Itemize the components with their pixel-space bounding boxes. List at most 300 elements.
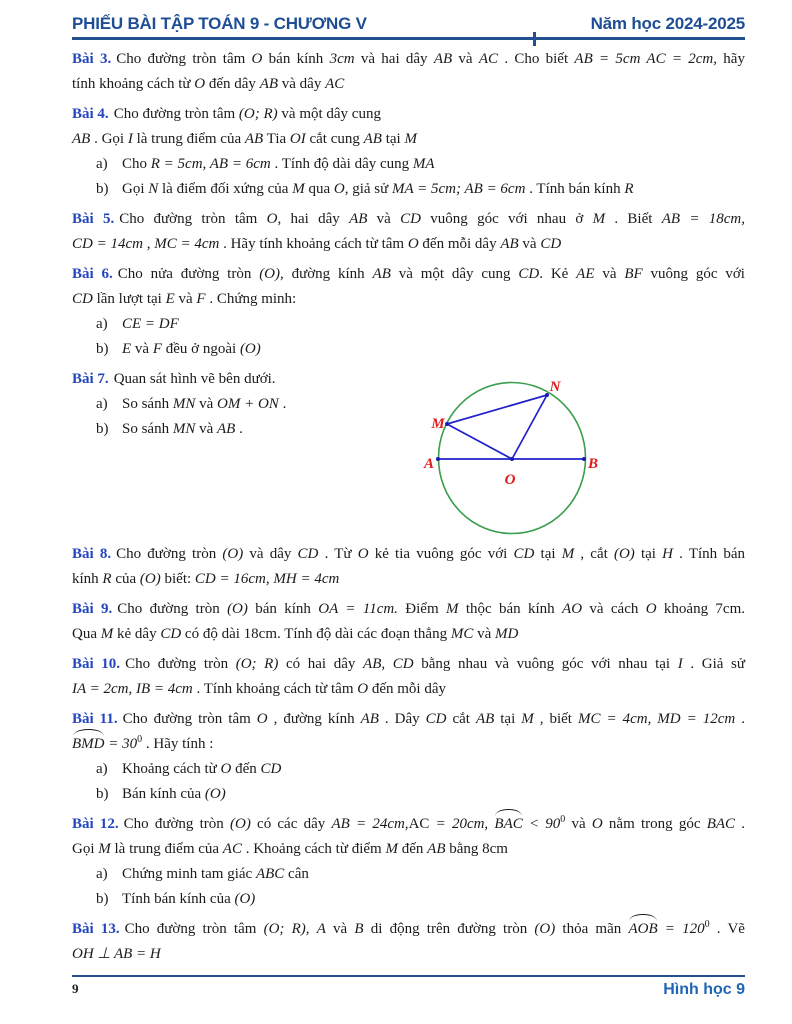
text-run: và — [473, 626, 495, 642]
problem-number-label: Bài 5. — [72, 211, 115, 227]
text-run: . Kẻ — [539, 266, 577, 282]
item-letter: b) — [96, 181, 109, 197]
text-run: Cho nửa đường tròn — [117, 266, 260, 282]
segment-MO — [447, 424, 512, 459]
math-run: OM + ON — [217, 396, 279, 412]
text-run: Cho đường tròn — [116, 546, 223, 562]
text-run: . Dây — [378, 711, 426, 727]
math-run: AB — [363, 131, 382, 147]
math-run: CD — [518, 266, 540, 282]
math-run: I — [127, 131, 133, 147]
math-run: AB, CD — [363, 656, 414, 672]
text-run: So sánh — [122, 396, 173, 412]
header-title: PHIẾU BÀI TẬP TOÁN 9 - CHƯƠNG V — [72, 14, 367, 33]
item-letter: a) — [96, 156, 108, 172]
text-run: Cho đường tròn tâm — [116, 51, 252, 67]
text-run: , đường kính — [267, 711, 361, 727]
text-run: 0 — [704, 919, 710, 930]
math-run: R — [624, 181, 634, 197]
text-run: và — [325, 921, 355, 937]
problem-line — [72, 207, 745, 232]
text-run: , cắt — [574, 546, 614, 562]
math-run: CD — [72, 291, 93, 307]
text-run: thỏa mãn — [555, 921, 629, 937]
text-run: là trung điểm của — [110, 841, 223, 857]
text-run: Điểm — [397, 601, 446, 617]
text-run: Quan sát hình vẽ bên dưới. — [113, 371, 276, 387]
text-run: Tính bán kính của — [122, 891, 235, 907]
page-header — [72, 14, 745, 40]
text-run: vuông góc với nhau ở — [420, 211, 593, 227]
label-B: B — [587, 456, 599, 472]
math-run: AB — [475, 711, 495, 727]
math-run: CD — [297, 546, 319, 562]
text-run: Gọi — [72, 841, 99, 857]
point-A — [436, 457, 440, 461]
problem-number-label: Bài 4. — [72, 106, 109, 122]
math-run: E — [165, 291, 175, 307]
point-N — [545, 393, 549, 397]
angle-hat-run: BAC — [494, 812, 522, 837]
text-run: tại — [381, 131, 405, 147]
text-run: cắt cung — [305, 131, 364, 147]
text-run: Khoảng cách từ — [122, 761, 221, 777]
text-run: có hai dây — [278, 656, 364, 672]
math-run: AB — [372, 266, 391, 282]
problem-line — [72, 942, 745, 967]
problem — [72, 47, 745, 97]
label-M: M — [431, 416, 445, 432]
problem-line — [72, 652, 745, 677]
text-run: vuông góc với — [642, 266, 745, 282]
text-run: và hai dây — [354, 51, 434, 67]
text-run: . Tính bán — [672, 546, 745, 562]
text-run: . Khoảng cách từ điểm — [241, 841, 386, 857]
math-run: AB — [72, 131, 91, 147]
math-run: MN — [172, 421, 196, 437]
math-run: (O) — [204, 786, 226, 802]
problem-line — [72, 622, 745, 647]
text-run: Cho đường tròn — [117, 601, 228, 617]
math-run: CE = DF — [122, 316, 179, 332]
problem-line — [72, 567, 745, 592]
problem-line — [72, 392, 745, 417]
point-O — [510, 457, 514, 461]
math-run: OA = 11cm. — [318, 601, 398, 617]
math-run: (O) — [230, 816, 251, 832]
math-run: (O) — [222, 546, 244, 562]
math-run: O — [256, 711, 268, 727]
figure-space — [72, 442, 745, 537]
problem-line — [72, 47, 745, 72]
text-run: và — [367, 211, 401, 227]
math-run: MC = 4cm, MD = 12cm — [577, 711, 736, 727]
problem-line — [72, 707, 745, 732]
text-run: và — [518, 236, 541, 252]
math-run: MA = 5cm; AB = 6cm — [392, 181, 526, 197]
math-run: AB — [500, 236, 519, 252]
point-B — [582, 457, 586, 461]
text-run: . — [235, 421, 243, 437]
text-run: kẻ tia vuông góc với — [368, 546, 514, 562]
text-run: nằm trong góc — [602, 816, 707, 832]
math-run: CD — [260, 761, 282, 777]
text-run: và dây — [243, 546, 298, 562]
text-run: tại — [494, 711, 522, 727]
text-run: . Gọi — [90, 131, 128, 147]
math-run: M — [521, 711, 534, 727]
label-A: A — [423, 456, 435, 472]
text-run: , đường kính — [280, 266, 373, 282]
math-run: (O) — [227, 601, 248, 617]
problem-line — [72, 177, 745, 202]
text-run: là điểm đối xứng của — [158, 181, 293, 197]
math-run: MC — [450, 626, 474, 642]
text-run: . Vẽ — [709, 921, 745, 937]
math-run: AB — [217, 421, 236, 437]
problem-number-label: Bài 3. — [72, 51, 112, 67]
problem-line — [72, 837, 745, 862]
problem-number-label: Bài 8. — [72, 546, 112, 562]
math-run: AB — [433, 51, 453, 67]
math-run: ABC — [255, 866, 285, 882]
page-footer — [72, 975, 745, 999]
text-run: khoảng 7cm. — [656, 601, 745, 617]
text-run: , — [305, 921, 317, 937]
math-run: (O) — [534, 921, 556, 937]
text-run: hãy — [717, 51, 745, 67]
math-run: O — [266, 211, 278, 227]
math-run: AB — [349, 211, 368, 227]
math-run: E — [122, 341, 132, 357]
problem — [72, 207, 745, 257]
text-run: và dây — [278, 76, 326, 92]
math-run: CD — [400, 211, 421, 227]
text-run: tính khoảng cách từ — [72, 76, 195, 92]
math-run: (O; R) — [238, 106, 278, 122]
math-run: CD — [160, 626, 182, 642]
math-run: 3cm — [329, 51, 355, 67]
problem-number-label: Bài 9. — [72, 601, 113, 617]
item-letter: a) — [96, 761, 108, 777]
text-run: và một dây cung — [277, 106, 381, 122]
problem-line — [72, 677, 745, 702]
math-run: N — [148, 181, 159, 197]
problem-line — [72, 542, 745, 567]
text-run: và — [594, 266, 625, 282]
math-run: AC — [222, 841, 242, 857]
math-run: IA = 2cm, IB = 4cm — [72, 681, 193, 697]
math-run: O — [407, 236, 419, 252]
problem — [72, 707, 745, 807]
label-O: O — [504, 472, 516, 488]
text-run: , biết — [533, 711, 578, 727]
text-run: Tia — [263, 131, 290, 147]
text-run: kính — [72, 571, 103, 587]
text-run: tại — [634, 546, 663, 562]
text-run: cân — [284, 866, 309, 882]
problem-line — [72, 102, 745, 127]
text-run: cắt — [446, 711, 476, 727]
problem-line — [72, 887, 745, 912]
text-run: đến mỗi dây — [368, 681, 447, 697]
text-run: bán kính — [247, 601, 319, 617]
text-run: . Giả sử — [682, 656, 746, 672]
problem-line — [72, 337, 745, 362]
problem-line — [72, 72, 745, 97]
geometry-figure — [423, 372, 611, 544]
text-run: . Từ — [318, 546, 358, 562]
math-run: = 30 — [104, 736, 138, 752]
math-run: O — [591, 816, 603, 832]
text-run: , hai dây — [277, 211, 350, 227]
text-run: là trung điểm của — [132, 131, 245, 147]
math-run: AB — [259, 76, 279, 92]
math-run: O — [357, 546, 369, 562]
problem — [72, 652, 745, 702]
problem-line — [72, 287, 745, 312]
math-run: H — [662, 546, 673, 562]
math-run: (O) — [139, 571, 161, 587]
math-run: (O) — [234, 891, 256, 907]
math-run: MD — [495, 626, 519, 642]
text-run: Gọi — [122, 181, 149, 197]
math-run: A — [316, 921, 326, 937]
math-run: OH ⊥ AB = H — [72, 946, 161, 962]
label-N: N — [549, 379, 561, 395]
text-run: Cho đường tròn tâm — [113, 106, 239, 122]
math-run: = 120 — [657, 921, 705, 937]
text-run: . Tính độ dài dây cung — [270, 156, 413, 172]
text-run: Cho — [122, 156, 151, 172]
problem-line — [72, 127, 745, 152]
text-run: bán kính — [262, 51, 330, 67]
math-run: M — [592, 211, 606, 227]
problem-line — [72, 862, 745, 887]
math-run: O — [357, 681, 369, 697]
text-run: đều ở ngoài — [162, 341, 240, 357]
math-run: AC — [325, 76, 345, 92]
text-run: Cho đường tròn tâm — [124, 921, 264, 937]
math-run: O — [194, 76, 206, 92]
math-run: < 90 — [522, 816, 561, 832]
math-run: (O) — [613, 546, 635, 562]
header-school-year: Năm học 2024-2025 — [590, 14, 745, 33]
text-run: qua — [304, 181, 334, 197]
problem — [72, 367, 745, 537]
math-run: AB = 24cm, — [331, 816, 409, 832]
math-run: BAC — [706, 816, 736, 832]
text-run: và — [565, 816, 592, 832]
text-run: Qua — [72, 626, 101, 642]
text-run: và — [174, 291, 197, 307]
text-run: đến — [397, 841, 428, 857]
problem-line — [72, 782, 745, 807]
problem-line — [72, 312, 745, 337]
text-run: . Chứng minh: — [205, 291, 297, 307]
text-run: có các dây — [250, 816, 332, 832]
problem — [72, 597, 745, 647]
text-run: tại — [534, 546, 562, 562]
text-run: AC — [408, 816, 430, 832]
problem-line — [72, 232, 745, 257]
math-run: M — [445, 601, 459, 617]
text-run: . Biết — [605, 211, 662, 227]
math-run: M — [385, 841, 398, 857]
text-run: kẻ dây — [113, 626, 161, 642]
text-run: Cho đường tròn — [125, 656, 236, 672]
text-run: đến dây — [205, 76, 260, 92]
text-run: . Cho biết — [498, 51, 575, 67]
math-run: CD = 16cm, MH = 4cm — [194, 571, 340, 587]
item-letter: a) — [96, 396, 108, 412]
problem-number-label: Bài 13. — [72, 921, 120, 937]
math-run: AB — [244, 131, 264, 147]
problem-number-label: Bài 7. — [72, 371, 109, 387]
problem-line — [72, 417, 745, 442]
text-run: Cho đường tròn — [123, 816, 230, 832]
math-run: (O; R) — [263, 921, 306, 937]
math-run: M — [98, 841, 111, 857]
math-run: OI — [289, 131, 306, 147]
problem — [72, 542, 745, 592]
text-run: , giả sử — [344, 181, 393, 197]
text-run: . Tính khoảng cách từ tâm — [192, 681, 358, 697]
math-run: M — [561, 546, 575, 562]
item-letter: b) — [96, 421, 109, 437]
text-run: bằng nhau và vuông góc với nhau tại — [413, 656, 678, 672]
text-run: di động trên đường tròn — [363, 921, 535, 937]
math-run: AB — [360, 711, 379, 727]
math-run: CD = 14cm — [72, 236, 143, 252]
math-run: F — [196, 291, 206, 307]
text-run: Bán kính của — [122, 786, 205, 802]
text-run: Cho đường tròn tâm — [119, 211, 267, 227]
text-run: . — [278, 396, 287, 412]
math-run: O — [251, 51, 263, 67]
text-run: và — [195, 421, 218, 437]
text-run: của — [111, 571, 140, 587]
angle-hat-run: AOB — [628, 917, 657, 942]
math-run: (O) — [259, 266, 281, 282]
math-run: (O) — [239, 341, 261, 357]
problem-number-label: Bài 10. — [72, 656, 121, 672]
text-run: 0 — [137, 734, 143, 745]
point-M — [445, 422, 449, 426]
math-run: O — [333, 181, 345, 197]
text-run: đến mỗi dây — [418, 236, 501, 252]
segment-MN — [447, 395, 547, 424]
math-run: R = 5cm, AB = 6cm — [150, 156, 271, 172]
problem-line — [72, 812, 745, 837]
text-run: . Tính bán kính — [525, 181, 625, 197]
text-run: . — [735, 711, 745, 727]
problem-number-label: Bài 6. — [72, 266, 113, 282]
text-run: và — [452, 51, 479, 67]
math-run: CD — [513, 546, 535, 562]
math-run: O — [220, 761, 232, 777]
problem — [72, 812, 745, 912]
math-run: AB = 5cm AC = 2cm, — [574, 51, 718, 67]
math-run: MN — [172, 396, 196, 412]
problem-line — [72, 367, 745, 392]
problem-line — [72, 597, 745, 622]
text-run: đến — [231, 761, 261, 777]
footer-book-title: Hình học 9 — [663, 981, 745, 998]
problems — [0, 40, 792, 967]
text-run: So sánh — [122, 421, 173, 437]
math-run: AC — [478, 51, 499, 67]
text-run: bằng 8cm — [445, 841, 508, 857]
text-run: . Hãy tính khoảng cách từ tâm — [219, 236, 408, 252]
angle-hat-run: BMD — [72, 732, 105, 757]
header-divider-tick — [533, 32, 536, 46]
text-run: thộc bán kính — [458, 601, 563, 617]
item-letter: a) — [96, 316, 108, 332]
text-run: . — [735, 816, 746, 832]
math-run: MA — [412, 156, 435, 172]
math-run: (O; R) — [235, 656, 279, 672]
math-run: CD — [425, 711, 447, 727]
problem — [72, 102, 745, 202]
math-run: M — [100, 626, 114, 642]
problem — [72, 917, 745, 967]
text-run: có độ dài 18cm. Tính độ dài các đoạn thẳng — [181, 626, 451, 642]
item-letter: b) — [96, 891, 109, 907]
problem-line — [72, 262, 745, 287]
text-run: và — [195, 396, 218, 412]
math-run: R — [102, 571, 112, 587]
page-number: 9 — [72, 981, 79, 996]
problem-line — [72, 152, 745, 177]
problem-line — [72, 732, 745, 757]
math-run: AB — [427, 841, 446, 857]
math-run: B — [354, 921, 364, 937]
math-run: MC = 4cm — [154, 236, 220, 252]
text-run: Cho đường tròn tâm — [122, 711, 257, 727]
math-run: I — [677, 656, 683, 672]
math-run: AB = 18cm, — [661, 211, 745, 227]
text-run: và — [131, 341, 153, 357]
text-run: . Hãy tính : — [142, 736, 214, 752]
math-run: F — [152, 341, 163, 357]
text-run: biết: — [160, 571, 195, 587]
problem-number-label: Bài 12. — [72, 816, 119, 832]
math-run: BF — [624, 266, 643, 282]
math-run: M — [404, 131, 417, 147]
math-run: = 20cm, — [429, 816, 495, 832]
text-run: , — [142, 236, 155, 252]
problem-line — [72, 917, 745, 942]
text-run: và cách — [582, 601, 646, 617]
problem-number-label: Bài 11. — [72, 711, 118, 727]
item-letter: b) — [96, 786, 109, 802]
math-run: AE — [576, 266, 595, 282]
segment-NO — [512, 395, 547, 459]
item-letter: a) — [96, 866, 108, 882]
math-run: O — [645, 601, 657, 617]
problem-line — [72, 757, 745, 782]
item-letter: b) — [96, 341, 109, 357]
text-run: lần lượt tại — [92, 291, 166, 307]
math-run: M — [292, 181, 305, 197]
text-run: 0 — [560, 814, 566, 825]
text-run: và một dây cung — [390, 266, 519, 282]
math-run: CD — [540, 236, 562, 252]
problem — [72, 262, 745, 362]
text-run: Chứng minh tam giác — [122, 866, 256, 882]
math-run: AO — [562, 601, 583, 617]
